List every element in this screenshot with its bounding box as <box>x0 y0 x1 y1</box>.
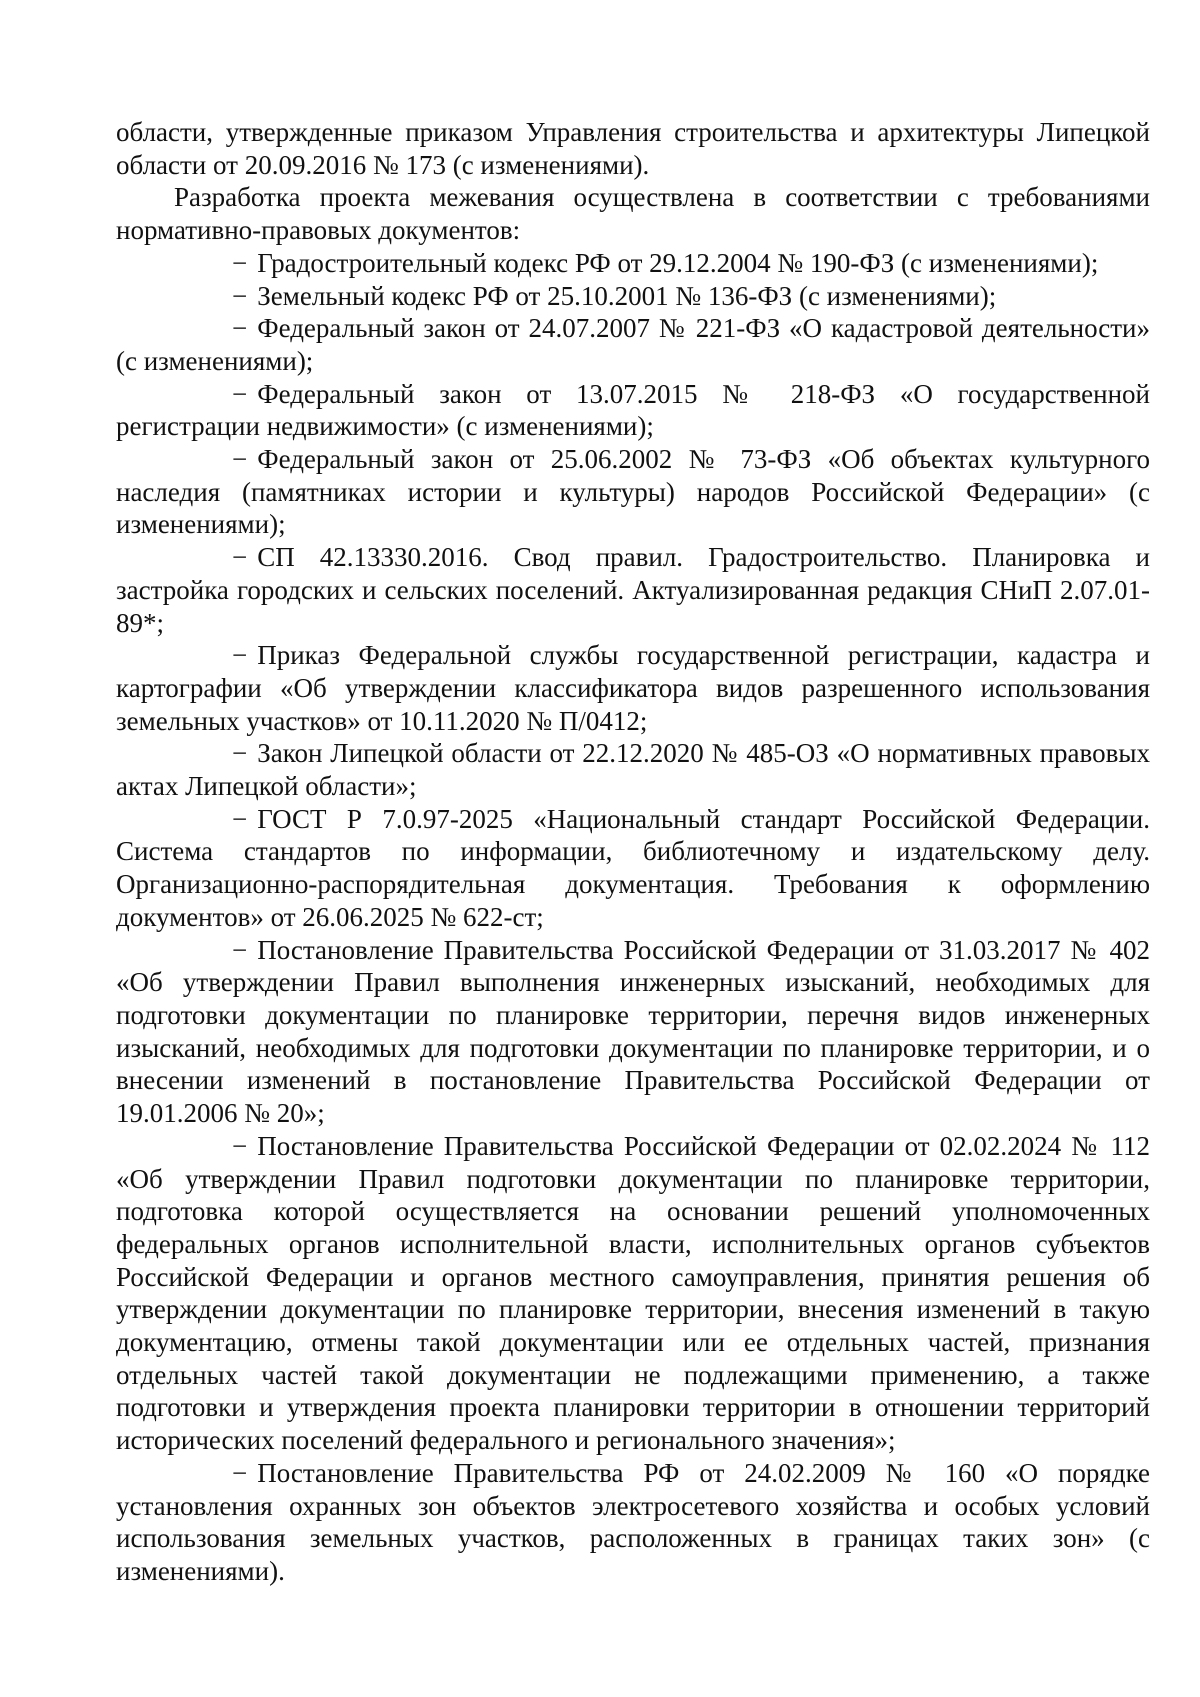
paragraph-continuation: области, утвержденные приказом Управления строительства и архитектуры Липецкой области от 20.09.2016 № 173 (с изменениями). <box>116 117 1150 180</box>
list-item-text: ГОСТ Р 7.0.97-2025 «Национальный стандарт Российской Федерации. Система стандартов по информации, библиотечному и издательскому делу. Организационно-распорядительная документация. Требования к оформлению документов» от 26.06.2025 № 622-ст; <box>116 803 1150 932</box>
list-item-text: СП 42.13330.2016. Свод правил. Градостроительство. Планировка и застройка городских и сельских поселений. Актуализированная редакция СНиП 2.07.01-89*; <box>116 542 1150 638</box>
list-marker: − <box>232 247 248 278</box>
list-item-text: Постановление Правительства РФ от 24.02.2009 № 160 «О порядке установления охранных зон объектов электросетевого хозяйства и особых условий использования земельных участков, расположенных в границах таких зон» (с изменениями). <box>116 1457 1150 1586</box>
list-item <box>116 803 1150 934</box>
list-marker: − <box>232 1457 248 1488</box>
list-item-text: Постановление Правительства Российской Федерации от 31.03.2017 № 402 «Об утверждении Правил выполнения инженерных изысканий, необходимых для подготовки документации по планировке территории, перечня видов инженерных изысканий, необходимых для подготовки документации по планировке территории, и о внесении изменений в постановление Правительства Российской Федерации от 19.01.2006 № 20»; <box>116 934 1150 1129</box>
list-item-text: Федеральный закон от 13.07.2015 № 218-ФЗ «О государственной регистрации недвижимости» (с изменениями); <box>116 378 1150 442</box>
list-item-text: Приказ Федеральной службы государственной регистрации, кадастра и картографии «Об утверждении классификатора видов разрешенного использования земельных участков» от 10.11.2020 № П/0412; <box>116 640 1150 736</box>
list-item <box>116 541 1150 639</box>
list-item <box>116 737 1150 802</box>
list-marker: − <box>232 934 248 965</box>
list-marker: − <box>232 542 248 573</box>
list-item <box>116 312 1150 377</box>
document-body <box>116 116 1150 1588</box>
list-marker: − <box>232 280 248 311</box>
list-item-text: Постановление Правительства Российской Федерации от 02.02.2024 № 112 «Об утверждении Правил подготовки документации по планировке территории, подготовка которой осуществляется на основании решений уполномоченных федеральных органов исполнительной власти, исполнительных органов субъектов Российской Федерации и органов местного самоуправления, принятия решения об утверждении документации по планировке территории, внесения изменений в такую документацию, отмены такой документации или ее отдельных частей, признания отдельных частей такой документации не подлежащими применению, а также подготовки и утверждения проекта планировки территории в отношении территорий исторических поселений федерального и регионального значения»; <box>116 1130 1150 1456</box>
list-item-text: Закон Липецкой области от 22.12.2020 № 485-ОЗ «О нормативных правовых актах Липецкой области»; <box>116 738 1150 802</box>
list-marker: − <box>232 378 248 409</box>
list-item <box>116 280 1150 313</box>
list-marker: − <box>232 1130 248 1161</box>
list-item <box>116 1130 1150 1457</box>
list-item <box>116 934 1150 1130</box>
list-item <box>116 443 1150 541</box>
list-item-text: Градостроительный кодекс РФ от 29.12.2004 № 190-ФЗ (с изменениями); <box>257 247 1099 278</box>
list-item-text: Федеральный закон от 25.06.2002 № 73-ФЗ «Об объектах культурного наследия (памятниках истории и культуры) народов Российской Федерации» (с изменениями); <box>116 444 1150 540</box>
list-marker: − <box>232 444 248 475</box>
list-item <box>116 378 1150 443</box>
list-marker: − <box>232 313 248 344</box>
list-marker: − <box>232 738 248 769</box>
list-marker: − <box>232 803 248 834</box>
list-item-text: Земельный кодекс РФ от 25.10.2001 № 136-ФЗ (с изменениями); <box>257 280 997 311</box>
list-item <box>116 639 1150 737</box>
list-item <box>116 1457 1150 1588</box>
list-marker: − <box>232 640 248 671</box>
list-item <box>116 247 1150 280</box>
paragraph-intro: Разработка проекта межевания осуществлена в соответствии с требованиями нормативно-правовых документов: <box>116 182 1150 246</box>
list-item-text: Федеральный закон от 24.07.2007 № 221-ФЗ «О кадастровой деятельности» (с изменениями); <box>116 313 1150 376</box>
